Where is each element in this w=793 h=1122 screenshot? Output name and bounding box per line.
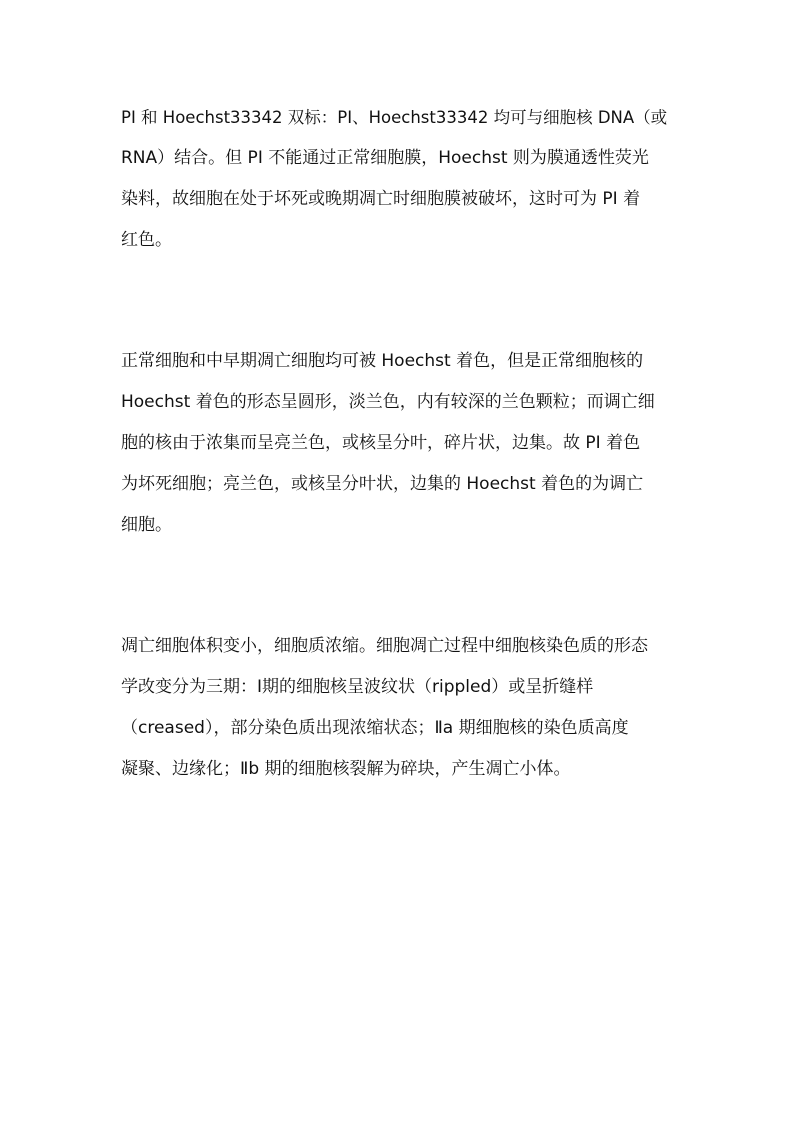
paragraph-line: 染料，故细胞在处于坏死或晚期凋亡时细胞膜被破坏，这时可为 PI 着 <box>121 189 641 209</box>
paragraph-line: 正常细胞和中早期凋亡细胞均可被 Hoechst 着色，但是正常细胞核的 <box>121 351 644 371</box>
paragraph-apoptosis-stages <box>121 626 677 790</box>
paragraph-line: 细胞。 <box>121 515 172 535</box>
paragraph-line: PI 和 Hoechst33342 双标：PI、Hoechst33342 均可与细胞核 DNA（或 <box>121 108 668 127</box>
paragraph-line: 为坏死细胞；亮兰色，或核呈分叶状，边集的 Hoechst 着色的为调亡 <box>121 474 644 494</box>
paragraph-line: 凋亡细胞体积变小，细胞质浓缩。细胞凋亡过程中细胞核染色质的形态 <box>121 636 648 656</box>
paragraph-line: 红色。 <box>121 230 172 250</box>
paragraph-line: （creased），部分染色质出现浓缩状态；Ⅱa 期细胞核的染色质高度 <box>121 718 629 738</box>
paragraph-line: RNA）结合。但 PI 不能通过正常细胞膜，Hoechst 则为膜通透性荧光 <box>121 148 649 168</box>
paragraph-hoechst-staining <box>121 341 677 546</box>
paragraph-pi-hoechst-double-stain <box>121 97 677 261</box>
paragraph-line: Hoechst 着色的形态呈圆形，淡兰色，内有较深的兰色颗粒；而调亡细 <box>121 392 655 412</box>
paragraph-line: 凝聚、边缘化；Ⅱb 期的细胞核裂解为碎块，产生凋亡小体。 <box>121 759 571 779</box>
paragraph-line: 胞的核由于浓集而呈亮兰色，或核呈分叶，碎片状，边集。故 PI 着色 <box>121 433 641 453</box>
paragraph-line: 学改变分为三期：Ⅰ期的细胞核呈波纹状（rippled）或呈折缝样 <box>121 677 594 697</box>
